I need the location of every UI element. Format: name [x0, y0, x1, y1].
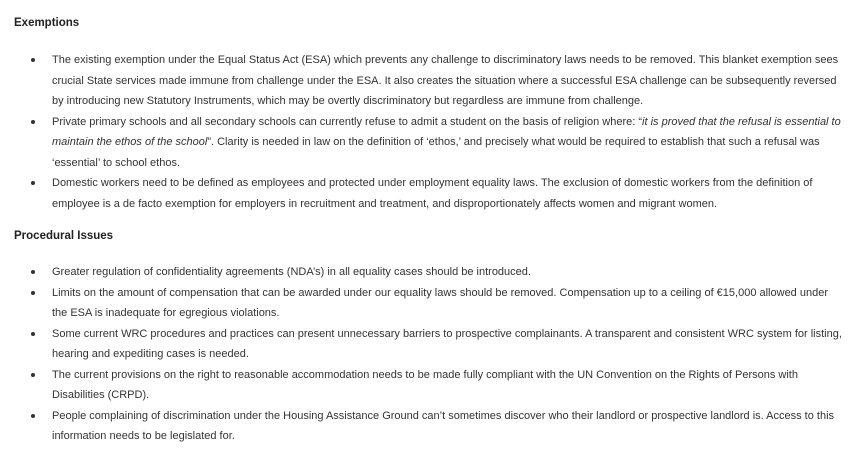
list-item [0, 406, 861, 447]
bullet-icon [31, 120, 35, 124]
section-heading-procedural-issues: Procedural Issues [14, 230, 114, 242]
section-heading-exemptions: Exemptions [14, 17, 80, 29]
list-item-text: The current provisions on the right to reasonable accommodation needs to be made fully compliant with the UN Convention on the Rights of Persons with Disabilities (CRPD). [52, 368, 798, 401]
list-item [0, 262, 861, 283]
procedural-issues-list [0, 262, 861, 447]
list-item-text: Some current WRC procedures and practices can present unnecessary barriers to prospective complainants. A transparent and consistent WRC system for listing, hearing and expediting cases is needed. [52, 327, 842, 360]
list-item [0, 112, 861, 174]
list-item-text: Limits on the amount of compensation that can be awarded under our equality laws should be removed. Compensation up to a ceiling of €15,000 allowed under the ESA is inadequate for egregious violations. [52, 286, 828, 319]
list-item-text-after: ”. Clarity is needed in law on the definition of ‘ethos,’ and precisely what would be required to establish that such a refusal was ‘essential’ to school ethos. [52, 136, 820, 169]
list-item-text: Domestic workers need to be defined as employees and protected under employment equality laws. The exclusion of domestic workers from the definition of employee is a de facto exemption for employers in recruitment and treatment, and disproportionately affects women and migrant women. [52, 177, 813, 210]
list-item-quote: it is proved that the refusal is essential to maintain the ethos of the school [52, 115, 841, 148]
exemptions-list [0, 50, 861, 214]
list-item [0, 50, 861, 112]
list-item [0, 365, 861, 406]
list-item [0, 283, 861, 324]
bullet-icon [31, 291, 35, 295]
list-item [0, 173, 861, 214]
list-item [0, 324, 861, 365]
bullet-icon [31, 373, 35, 377]
bullet-icon [31, 181, 35, 185]
bullet-icon [31, 332, 35, 336]
bullet-icon [31, 270, 35, 274]
bullet-icon [31, 58, 35, 62]
list-item-text: People complaining of discrimination under the Housing Assistance Ground can’t sometimes discover who their landlord or prospective landlord is. Access to this information needs to be legislated for. [52, 409, 835, 442]
list-item-text: The existing exemption under the Equal Status Act (ESA) which prevents any challenge to discriminatory laws needs to be removed. This blanket exemption sees crucial State services made immune from challenge under the ESA. It also creates the situation where a successful ESA challenge can be subsequently reversed by introducing new Statutory Instruments, which may be overtly discriminatory but regardless are immune from challenge. [52, 54, 839, 107]
bullet-icon [31, 414, 35, 418]
list-item-text-before: Private primary schools and all secondary schools can currently refuse to admit a student on the basis of religion where: “ [52, 115, 643, 128]
list-item-text: Greater regulation of confidentiality agreements (NDA’s) in all equality cases should be introduced. [52, 266, 531, 278]
